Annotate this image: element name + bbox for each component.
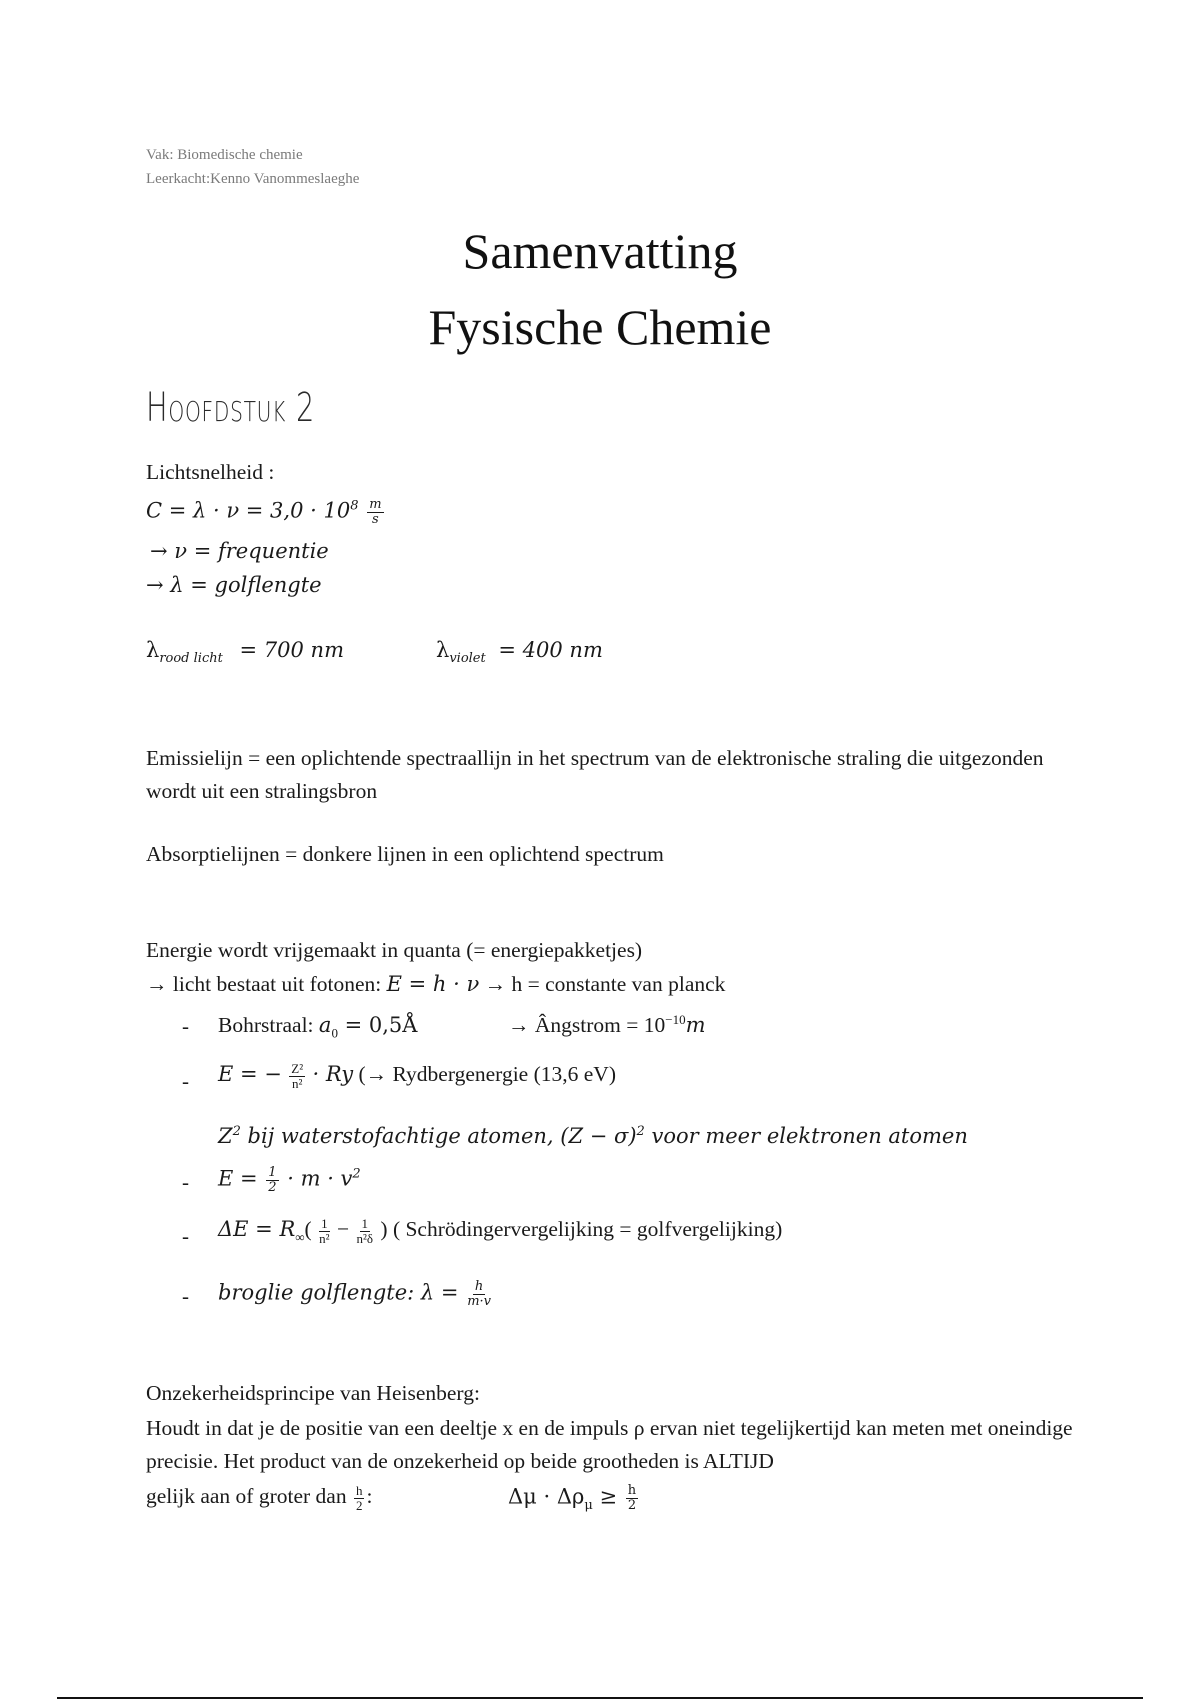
red-light-wavelength: $\lambda_{rood licht} = 700$ nm (146, 638, 344, 667)
uncertainty-relation: $\Delta\mu \cdot \Delta\rho_\mu$ ≥ $\frac{h}{2}$ (508, 1483, 637, 1513)
page-title: Samenvatting (462, 223, 738, 279)
speed-of-light-label: Lichtsnelheid : (146, 460, 275, 484)
angstrom-definition: → Ângstrom = $10^{-10}m$ (508, 1011, 706, 1037)
energy-difference-item: $\Delta E = R_\infty$( $\frac{1}{\text{n²}}$ − $\frac{1}{\text{n²δ}}$ ) ( Schrödingervergelijking = golfvergelijking) (218, 1216, 783, 1246)
emission-line-definition: Emissielijn = een oplichtende spectraallijn in het spectrum van de elektronische straling die uitgezonden wordt uit een stralingsbron (146, 746, 1044, 803)
wavelength-definition: → λ = golflengte (146, 573, 322, 597)
bullet-dash: - (182, 1284, 189, 1308)
absorption-line-definition: Absorptielijnen = donkere lijnen in een oplichtend spectrum (146, 842, 664, 866)
heisenberg-description: Houdt in dat je de positie van een deeltje x en de impuls ρ ervan niet tegelijkertijd kan meten met oneindige precisie. Het product van de onzekerheid op beide grootheden is ALTIJD (146, 1416, 1073, 1473)
frequency-definition: → ν = frequentie (150, 539, 329, 563)
subject-line: Vak: Biomedische chemie (146, 147, 303, 163)
speed-of-light-formula: $C = \lambda \cdot \nu = 3,0 \cdot 10^8$ $\frac{m}{s}$ (146, 497, 382, 527)
teacher-line: Leerkacht:Kenno Vanommeslaeghe (146, 171, 360, 187)
bullet-dash: - (182, 1069, 189, 1093)
violet-wavelength: $\lambda_{violet} = 400$ nm (436, 638, 603, 667)
kinetic-energy-item: E = $\frac{1}{2}$ · $m \cdot v^2$ (218, 1165, 361, 1195)
bullet-dash: - (182, 1170, 189, 1194)
page-bottom-rule (57, 1697, 1143, 1699)
bullet-dash: - (182, 1224, 189, 1248)
bullet-dash: - (182, 1014, 189, 1038)
chapter-heading: Hoofdstuk 2 (146, 385, 315, 431)
rydberg-energy-item: E = − $\frac{\text{Z²}}{\text{n²}}$ · Ry (→ Rydbergenergie (13,6 eV) (218, 1061, 616, 1091)
page-subtitle: Fysische Chemie (428, 299, 772, 355)
de-broglie-item: broglie golflengte: λ = $\frac{h}{m\cdot v}$ (218, 1279, 491, 1309)
photon-energy-line: → licht bestaat uit fotonen: E = h · ν → h = constante van planck (146, 972, 726, 996)
effective-charge-note: $Z^2$ bij waterstofachtige atomen, $(Z - \sigma)^2$ voor meer elektronen atomen (218, 1124, 968, 1148)
bohr-radius-item: Bohrstraal: $a_0$ = 0,5Å (218, 1013, 418, 1041)
energy-quanta-text: Energie wordt vrijgemaakt in quanta (= energiepakketjes) (146, 938, 643, 962)
heisenberg-last-line: gelijk aan of groter dan $\frac{h}{2}$ : (146, 1483, 373, 1513)
heisenberg-heading: Onzekerheidsprincipe van Heisenberg: (146, 1381, 480, 1405)
